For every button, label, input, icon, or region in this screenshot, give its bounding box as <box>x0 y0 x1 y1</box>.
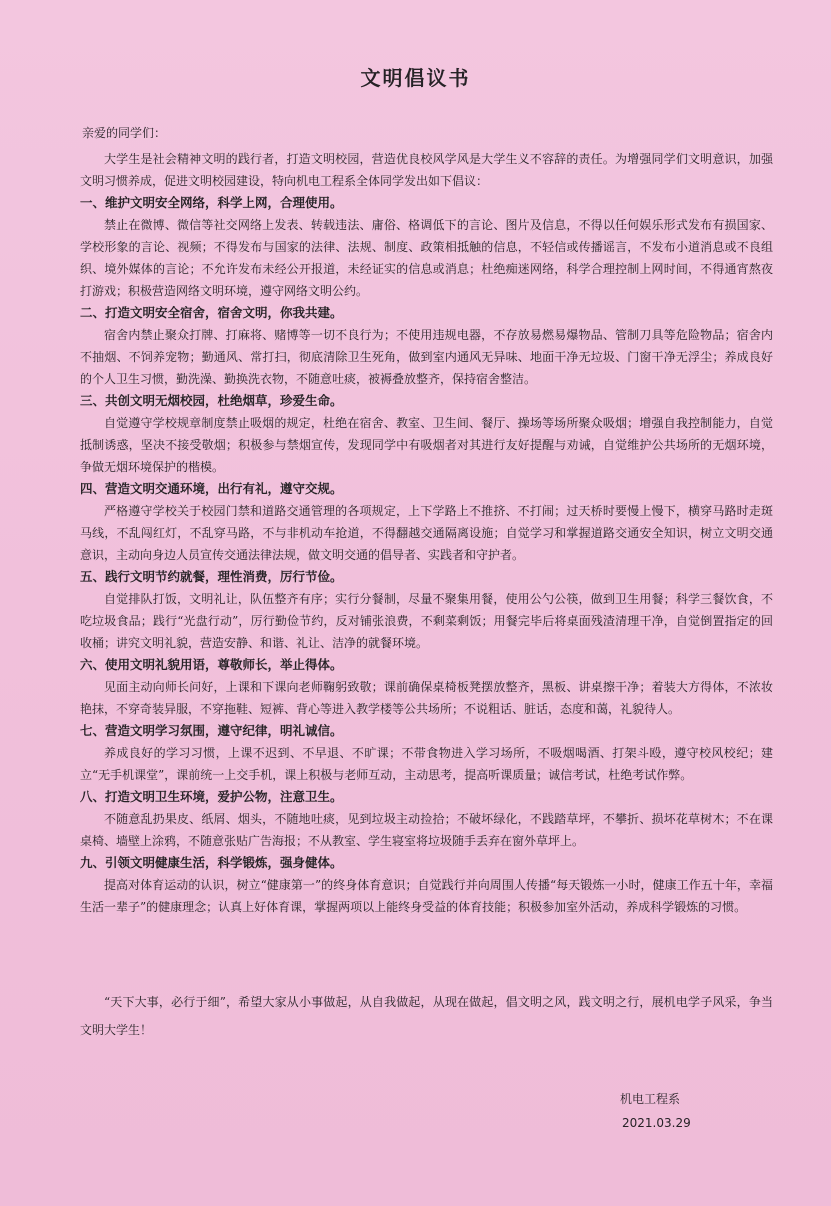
section-5-heading: 五、践行文明节约就餐，理性消费，厉行节俭。 <box>80 569 343 584</box>
section-4-heading: 四、营造文明交通环境，出行有礼，遵守交规。 <box>80 481 343 496</box>
section-9-body: 提高对体育运动的认识，树立“健康第一”的终身体育意识；自觉践行并向周围人传播“每天锻炼一小时，健康工作五十年，幸福生活一辈子”的健康理念；认真上好体育课，掌握两项以上能终身受益的体育技能；积极参加室外活动，养成科学锻炼的习惯。 <box>80 878 773 914</box>
section-7-heading: 七、营造文明学习氛围，遵守纪律，明礼诚信。 <box>80 723 343 738</box>
section-8-heading: 八、打造文明卫生环境，爱护公物，注意卫生。 <box>80 789 343 804</box>
intro-paragraph: 大学生是社会精神文明的践行者，打造文明校园，营造优良校风学风是大学生义不容辞的责任。为增强同学们文明意识，加强文明习惯养成，促进文明校园建设，特向机电工程系全体同学发出如下倡议： <box>80 152 773 188</box>
closing-paragraph: “天下大事，必行于细”，希望大家从小事做起，从自我做起，从现在做起，倡文明之风，践文明之行，展机电学子风采，争当文明大学生！ <box>80 995 773 1037</box>
section-4-body: 严格遵守学校关于校园门禁和道路交通管理的各项规定，上下学路上不推挤、不打闹；过天桥时要慢上慢下，横穿马路时走斑马线，不乱闯红灯，不乱穿马路，不与非机动车抢道，不得翻越交通隔离设施；自觉学习和掌握道路交通安全知识，树立文明交通意识，主动向身边人员宣传交通法律法规，做文明交通的倡导者、实践者和守护者。 <box>80 504 773 562</box>
section-1-body: 禁止在微博、微信等社交网络上发表、转载违法、庸俗、格调低下的言论、图片及信息，不得以任何娱乐形式发布有损国家、学校形象的言论、视频；不得发布与国家的法律、法规、制度、政策相抵触的信息，不轻信或传播谣言，不发布小道消息或不良组织、境外媒体的言论；不允许发布未经公开报道，未经证实的信息或消息；杜绝痴迷网络，科学合理控制上网时间，不得通宵熬夜打游戏；积极营造网络文明环境，遵守网络文明公约。 <box>80 218 773 298</box>
section-8-body: 不随意乱扔果皮、纸屑、烟头，不随地吐痰，见到垃圾主动捡拾；不破坏绿化，不践踏草坪，不攀折、损坏花草树木；不在课桌椅、墙壁上涂鸦，不随意张贴广告海报；不从教室、学生寝室将垃圾随手丢弃在窗外草坪上。 <box>80 812 773 848</box>
section-2-body: 宿舍内禁止聚众打牌、打麻将、赌博等一切不良行为；不使用违规电器，不存放易燃易爆物品、管制刀具等危险物品；宿舍内不抽烟、不饲养宠物；勤通风、常打扫，彻底清除卫生死角，做到室内通风无异味、地面干净无垃圾、门窗干净无浮尘；养成良好的个人卫生习惯，勤洗澡、勤换洗衣物，不随意吐痰，被褥叠放整齐，保持宿舍整洁。 <box>80 328 773 386</box>
salutation: 亲爱的同学们： <box>82 126 167 140</box>
section-7-body: 养成良好的学习习惯，上课不迟到、不早退、不旷课；不带食物进入学习场所，不吸烟喝酒、打架斗殴，遵守校风校纪；建立“无手机课堂”，课前统一上交手机，课上积极与老师互动，主动思考，提高听课质量；诚信考试，杜绝考试作弊。 <box>80 746 773 782</box>
document-title: 文明倡议书 <box>360 66 471 90</box>
section-6-body: 见面主动向师长问好，上课和下课向老师鞠躬致敬；课前确保桌椅板凳摆放整齐，黑板、讲桌擦干净；着装大方得体，不浓妆艳抹，不穿奇装异服，不穿拖鞋、短裤、背心等进入教学楼等公共场所；不说粗话、脏话，态度和蔼，礼貌待人。 <box>80 680 773 716</box>
section-5-body: 自觉排队打饭，文明礼让，队伍整齐有序；实行分餐制，尽量不聚集用餐，使用公勺公筷，做到卫生用餐；科学三餐饮食，不吃垃圾食品；践行“光盘行动”，厉行勤俭节约，反对铺张浪费，不剩菜剩饭；用餐完毕后将桌面残渣清理干净，自觉倒置指定的回收桶；讲究文明礼貌，营造安静、和谐、礼让、洁净的就餐环境。 <box>80 592 773 650</box>
section-2-heading: 二、打造文明安全宿舍，宿舍文明，你我共建。 <box>80 305 343 320</box>
section-1-heading: 一、维护文明安全网络，科学上网，合理使用。 <box>80 195 343 210</box>
document-body <box>80 148 773 918</box>
section-3-heading: 三、共创文明无烟校园，杜绝烟草，珍爱生命。 <box>80 393 343 408</box>
signature-date: 2021.03.29 <box>622 1116 691 1130</box>
section-9-heading: 九、引领文明健康生活，科学锻炼，强身健体。 <box>80 855 343 870</box>
section-6-heading: 六、使用文明礼貌用语，尊敬师长，举止得体。 <box>80 657 343 672</box>
section-3-body: 自觉遵守学校规章制度禁止吸烟的规定，杜绝在宿舍、教室、卫生间、餐厅、操场等场所聚众吸烟；增强自我控制能力，自觉抵制诱惑，坚决不接受敬烟；积极参与禁烟宣传，发现同学中有吸烟者对其进行友好提醒与劝诫，自觉维护公共场所的无烟环境，争做无烟环境保护的楷模。 <box>80 416 773 474</box>
signature-department: 机电工程系 <box>620 1092 681 1106</box>
